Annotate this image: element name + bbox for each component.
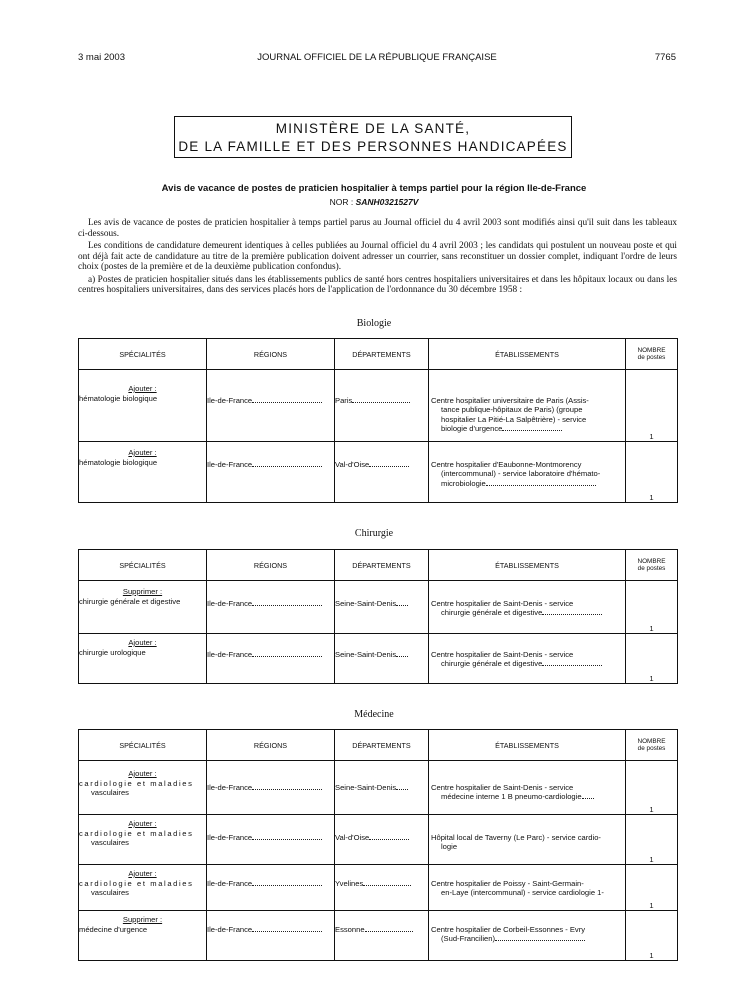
col-nombre: NOMBRE de postes — [626, 339, 678, 370]
cell-departement — [335, 911, 429, 961]
ministry-line-1: MINISTÈRE DE LA SANTÉ, — [275, 121, 471, 136]
cell-region — [207, 581, 335, 634]
col-nombre: NOMBRE de postes — [626, 550, 678, 581]
section-title-medecine: Médecine — [354, 709, 394, 720]
page-header — [78, 52, 676, 66]
specialite-text: cardiologie et maladies — [79, 878, 194, 888]
action-label: Ajouter : — [128, 448, 157, 457]
nombre-value: 1 — [649, 900, 654, 910]
cell-etablissement — [429, 911, 626, 961]
cell-region — [207, 442, 335, 503]
cell-etablissement — [429, 370, 626, 442]
specialite-text: chirurgie générale et digestive — [79, 596, 181, 606]
nor-label: NOR : — [329, 197, 354, 207]
cell-etablissement — [429, 865, 626, 911]
region-text: Ile-de-France — [207, 879, 253, 888]
avis-title: Avis de vacance de postes de praticien hospitalier à temps partiel pour la région Ile-de-France — [161, 183, 587, 194]
col-regions: RÉGIONS — [207, 339, 335, 370]
table-row — [79, 370, 678, 442]
intro-paragraph-2: Les conditions de candidature demeurent identiques à celles publiées au Journal officiel du 4 avril 2003 ; les candidats qui postulent un nouveau poste et qui ont déjà fait acte de candidature au titre de la première publication doivent adresser un courrier, sans reconstituer un dossier complet, indiquant l'ordre de leurs choix (postes de la première et de la deuxième publication confondus). — [78, 241, 677, 272]
cell-departement — [335, 634, 429, 684]
cell-specialite — [79, 911, 207, 961]
nombre-value: 1 — [649, 431, 654, 441]
region-text: Ile-de-France — [207, 650, 253, 659]
nombre-value: 1 — [649, 673, 654, 683]
cell-nombre — [626, 761, 678, 815]
cell-region — [207, 911, 335, 961]
departement-text: Seine-Saint-Denis — [335, 783, 397, 792]
specialite-text: cardiologie et maladies — [79, 828, 194, 838]
table-row — [79, 815, 678, 865]
specialite-text: hématologie biologique — [79, 457, 158, 467]
col-specialites: SPÉCIALITÉS — [79, 730, 207, 761]
col-regions: RÉGIONS — [207, 730, 335, 761]
specialite-text: cardiologie et maladies — [79, 778, 194, 788]
cell-departement — [335, 815, 429, 865]
departement-text: Yvelines — [335, 879, 364, 888]
table-row — [79, 442, 678, 503]
cell-etablissement — [429, 761, 626, 815]
cell-nombre — [626, 634, 678, 684]
action-label: Ajouter : — [128, 819, 157, 828]
nombre-value: 1 — [649, 623, 654, 633]
cell-departement — [335, 442, 429, 503]
cell-departement — [335, 761, 429, 815]
table-header-row — [79, 550, 678, 581]
cell-etablissement — [429, 581, 626, 634]
departement-text: Seine-Saint-Denis — [335, 599, 397, 608]
table-row — [79, 634, 678, 684]
nombre-value: 1 — [649, 492, 654, 502]
col-departements: DÉPARTEMENTS — [335, 730, 429, 761]
col-etablissements: ÉTABLISSEMENTS — [429, 730, 626, 761]
departement-text: Seine-Saint-Denis — [335, 650, 397, 659]
cell-region — [207, 761, 335, 815]
col-etablissements: ÉTABLISSEMENTS — [429, 339, 626, 370]
region-text: Ile-de-France — [207, 599, 253, 608]
intro-paragraph-3: a) Postes de praticien hospitalier situés dans les établissements publics de santé hors centres hospitaliers universitaires et dans les hôpitaux locaux ou dans les centres hospitaliers universitaires, dans des services placés hors de l'application de l'ordonnance du 30 décembre 1958 : — [78, 274, 677, 295]
cell-etablissement — [429, 442, 626, 503]
action-label: Supprimer : — [122, 587, 163, 596]
table-chirurgie — [78, 549, 678, 684]
col-departements: DÉPARTEMENTS — [335, 339, 429, 370]
region-text: Ile-de-France — [207, 783, 253, 792]
col-regions: RÉGIONS — [207, 550, 335, 581]
cell-nombre — [626, 815, 678, 865]
cell-specialite — [79, 634, 207, 684]
departement-text: Essonne — [335, 925, 365, 934]
cell-nombre — [626, 442, 678, 503]
intro-text — [78, 218, 677, 296]
table-header-row — [79, 730, 678, 761]
table-medecine — [78, 729, 678, 961]
table-row — [79, 761, 678, 815]
region-text: Ile-de-France — [207, 396, 253, 405]
etablissement-text: Hôpital local de Taverny (Le Parc) - service cardio- logie — [431, 833, 601, 852]
region-text: Ile-de-France — [207, 460, 253, 469]
cell-departement — [335, 865, 429, 911]
etablissement-text: Centre hospitalier universitaire de Paris (Assis- tance publique-hôpitaux de Paris) (groupe hospitalier La Pitié-La Salpêtrière) - service biologie d'urgence — [431, 396, 589, 433]
etablissement-text: Centre hospitalier de Poissy - Saint-Germain- en-Laye (intercommunal) - service cardiologie 1- — [431, 879, 604, 898]
departement-text: Val-d'Oise — [335, 460, 370, 469]
cell-nombre — [626, 911, 678, 961]
etablissement-text: Centre hospitalier de Corbeil-Essonnes - Evry (Sud-Francilien) — [431, 925, 586, 944]
action-label: Supprimer : — [122, 915, 163, 924]
cell-region — [207, 634, 335, 684]
action-label: Ajouter : — [128, 638, 157, 647]
region-text: Ile-de-France — [207, 833, 253, 842]
etablissement-text: Centre hospitalier d'Eaubonne-Montmorency (intercommunal) - service laboratoire d'hémato- microbiologie — [431, 460, 601, 488]
cell-region — [207, 815, 335, 865]
table-header-row — [79, 339, 678, 370]
cell-nombre — [626, 581, 678, 634]
table-row — [79, 581, 678, 634]
cell-nombre — [626, 370, 678, 442]
departement-text: Val-d'Oise — [335, 833, 370, 842]
specialite-text-cont: vasculaires — [91, 788, 129, 797]
cell-specialite — [79, 815, 207, 865]
region-text: Ile-de-France — [207, 925, 253, 934]
departement-text: Paris — [335, 396, 353, 405]
nombre-value: 1 — [649, 854, 654, 864]
cell-specialite — [79, 581, 207, 634]
cell-specialite — [79, 442, 207, 503]
etablissement-text: Centre hospitalier de Saint-Denis - service chirurgie générale et digestive — [429, 599, 625, 618]
col-specialites: SPÉCIALITÉS — [79, 339, 207, 370]
action-label: Ajouter : — [128, 769, 157, 778]
page-number: 7765 — [654, 52, 676, 63]
cell-etablissement — [429, 634, 626, 684]
col-specialites: SPÉCIALITÉS — [79, 550, 207, 581]
specialite-text-cont: vasculaires — [91, 888, 129, 897]
col-departements: DÉPARTEMENTS — [335, 550, 429, 581]
nombre-value: 1 — [649, 950, 654, 960]
section-title-chirurgie: Chirurgie — [354, 528, 394, 539]
cell-nombre — [626, 865, 678, 911]
specialite-text-cont: vasculaires — [91, 838, 129, 847]
specialite-text: médecine d'urgence — [79, 924, 148, 934]
cell-specialite — [79, 865, 207, 911]
table-row — [79, 865, 678, 911]
nor-code: SANH0321527V — [355, 197, 419, 207]
nombre-value: 1 — [649, 804, 654, 814]
intro-paragraph-1: Les avis de vacance de postes de praticien hospitalier à temps partiel parus au Journal officiel du 4 avril 2003 sont modifiés ainsi qu'il suit dans les tableaux ci-dessous. — [78, 218, 677, 239]
ministry-line-2: DE LA FAMILLE ET DES PERSONNES HANDICAPÉES — [178, 139, 568, 154]
cell-specialite — [79, 761, 207, 815]
table-biologie — [78, 338, 678, 503]
cell-departement — [335, 581, 429, 634]
table-row — [79, 911, 678, 961]
publication-date: 3 mai 2003 — [78, 52, 126, 63]
journal-title: JOURNAL OFFICIEL DE LA RÉPUBLIQUE FRANÇAISE — [257, 52, 497, 63]
col-etablissements: ÉTABLISSEMENTS — [429, 550, 626, 581]
cell-specialite — [79, 370, 207, 442]
etablissement-text: Centre hospitalier de Saint-Denis - service médecine interne 1 B pneumo-cardiologie — [429, 783, 625, 802]
action-label: Ajouter : — [128, 869, 157, 878]
cell-etablissement — [429, 815, 626, 865]
cell-region — [207, 865, 335, 911]
nor-reference — [0, 197, 748, 207]
specialite-text: chirurgie urologique — [79, 647, 146, 657]
specialite-text: hématologie biologique — [79, 393, 158, 403]
cell-departement — [335, 370, 429, 442]
ministry-box — [174, 116, 572, 158]
etablissement-text: Centre hospitalier de Saint-Denis - service chirurgie générale et digestive — [429, 650, 625, 669]
cell-region — [207, 370, 335, 442]
action-label: Ajouter : — [128, 384, 157, 393]
col-nombre: NOMBRE de postes — [626, 730, 678, 761]
section-title-biologie: Biologie — [356, 318, 392, 329]
